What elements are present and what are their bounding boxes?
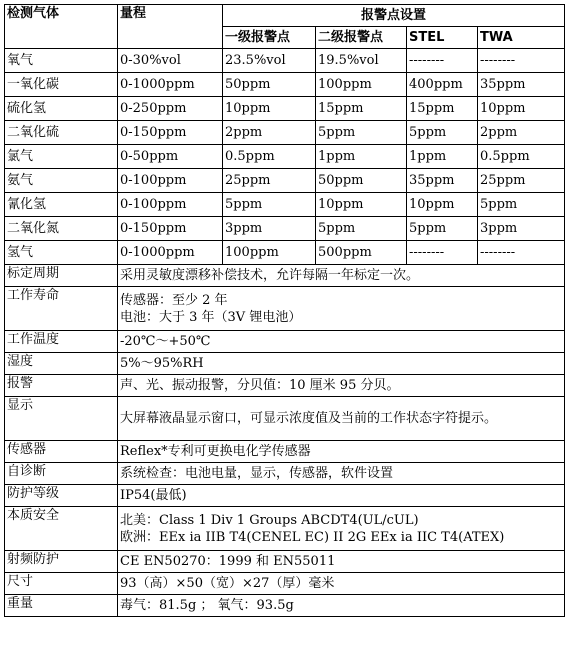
spec-value-line: 系统检查：电池电量，显示，传感器，软件设置 <box>120 466 394 481</box>
spec-value-line: 传感器：至少 2 年 <box>120 292 228 308</box>
spec-label: 传感器 <box>5 441 118 463</box>
gas-row <box>5 193 565 217</box>
gas-range-cell: 0-50ppm <box>118 145 223 169</box>
gas-row <box>5 49 565 73</box>
spec-row <box>5 331 565 353</box>
gas-stel-cell: 1ppm <box>407 145 478 169</box>
spec-label: 工作寿命 <box>5 287 118 331</box>
spec-label: 防护等级 <box>5 485 118 507</box>
gas-range-cell: 0-150ppm <box>118 217 223 241</box>
spec-label: 自诊断 <box>5 463 118 485</box>
gas-stel-cell: 5ppm <box>407 217 478 241</box>
spec-value <box>118 265 565 287</box>
spec-value-line: 北美：Class 1 Div 1 Groups ABCDT4(UL/cUL) <box>120 512 419 528</box>
gas-name-cell: 硫化氢 <box>5 97 118 121</box>
gas-high-cell: 500ppm <box>316 241 407 265</box>
gas-row <box>5 217 565 241</box>
spec-label: 工作温度 <box>5 331 118 353</box>
gas-range-cell: 0-250ppm <box>118 97 223 121</box>
gas-stel-cell: -------- <box>407 49 478 73</box>
spec-row <box>5 375 565 397</box>
gas-detector-spec-table <box>4 4 565 617</box>
spec-label: 尺寸 <box>5 573 118 595</box>
gas-range-cell: 0-1000ppm <box>118 73 223 97</box>
gas-low-cell: 25ppm <box>223 169 316 193</box>
gas-name-cell: 氨气 <box>5 169 118 193</box>
spec-value-line: CE EN50270：1999 和 EN55011 <box>120 554 336 569</box>
spec-row <box>5 485 565 507</box>
gas-low-cell: 10ppm <box>223 97 316 121</box>
spec-value-line: 5%～95%RH <box>120 356 204 371</box>
gas-low-cell: 0.5ppm <box>223 145 316 169</box>
spec-row <box>5 265 565 287</box>
gas-name-cell: 一氧化碳 <box>5 73 118 97</box>
spec-value-line: Reflex*专利可更换电化学传感器 <box>120 444 311 459</box>
spec-value-line: 欧洲：EEx ia IIB T4(CENEL EC) II 2G EEx ia IIC T4(ATEX) <box>120 529 505 545</box>
gas-low-cell: 3ppm <box>223 217 316 241</box>
spec-value <box>118 441 565 463</box>
gas-name-cell: 氧气 <box>5 49 118 73</box>
gas-range-cell: 0-150ppm <box>118 121 223 145</box>
spec-value-line: 声、光、振动报警，分贝值：10 厘米 95 分贝。 <box>120 378 400 393</box>
gas-row <box>5 73 565 97</box>
spec-row <box>5 397 565 441</box>
gas-high-cell: 50ppm <box>316 169 407 193</box>
header-range: 量程 <box>118 5 223 49</box>
gas-stel-cell: 5ppm <box>407 121 478 145</box>
gas-high-cell: 5ppm <box>316 217 407 241</box>
spec-row <box>5 441 565 463</box>
spec-row <box>5 287 565 331</box>
gas-twa-cell: 35ppm <box>478 73 565 97</box>
spec-value-line: IP54(最低) <box>120 488 187 503</box>
gas-high-cell: 15ppm <box>316 97 407 121</box>
gas-row <box>5 121 565 145</box>
gas-twa-cell: 10ppm <box>478 97 565 121</box>
gas-row <box>5 241 565 265</box>
gas-low-cell: 5ppm <box>223 193 316 217</box>
gas-row <box>5 145 565 169</box>
gas-name-cell: 氢气 <box>5 241 118 265</box>
gas-stel-cell: 15ppm <box>407 97 478 121</box>
gas-twa-cell: -------- <box>478 49 565 73</box>
spec-label: 报警 <box>5 375 118 397</box>
spec-value <box>118 485 565 507</box>
gas-twa-cell: 5ppm <box>478 193 565 217</box>
gas-row <box>5 169 565 193</box>
gas-high-cell: 10ppm <box>316 193 407 217</box>
spec-value <box>118 353 565 375</box>
header-alarm-settings: 报警点设置 <box>223 5 565 27</box>
gas-range-cell: 0-30%vol <box>118 49 223 73</box>
spec-row <box>5 353 565 375</box>
spec-value-line: 93（高）×50（宽）×27（厚）毫米 <box>120 576 335 591</box>
gas-name-cell: 氰化氢 <box>5 193 118 217</box>
spec-row <box>5 463 565 485</box>
gas-stel-cell: 400ppm <box>407 73 478 97</box>
gas-twa-cell: 25ppm <box>478 169 565 193</box>
spec-row <box>5 551 565 573</box>
spec-row <box>5 595 565 617</box>
spec-value-line: -20℃～+50℃ <box>120 334 211 349</box>
spec-label: 本质安全 <box>5 507 118 551</box>
gas-high-cell: 1ppm <box>316 145 407 169</box>
gas-range-cell: 0-100ppm <box>118 169 223 193</box>
gas-range-cell: 0-1000ppm <box>118 241 223 265</box>
spec-label: 显示 <box>5 397 118 441</box>
gas-twa-cell: 0.5ppm <box>478 145 565 169</box>
spec-label: 重量 <box>5 595 118 617</box>
spec-row <box>5 573 565 595</box>
spec-value <box>118 375 565 397</box>
spec-value <box>118 397 565 441</box>
header-level1-alarm: 一级报警点 <box>223 27 316 49</box>
gas-high-cell: 19.5%vol <box>316 49 407 73</box>
spec-label: 标定周期 <box>5 265 118 287</box>
gas-twa-cell: 2ppm <box>478 121 565 145</box>
gas-twa-cell: -------- <box>478 241 565 265</box>
gas-low-cell: 23.5%vol <box>223 49 316 73</box>
spec-value <box>118 507 565 551</box>
gas-high-cell: 5ppm <box>316 121 407 145</box>
header-row-1 <box>5 5 565 27</box>
gas-name-cell: 氯气 <box>5 145 118 169</box>
gas-range-cell: 0-100ppm <box>118 193 223 217</box>
gas-name-cell: 二氧化氮 <box>5 217 118 241</box>
gas-low-cell: 2ppm <box>223 121 316 145</box>
spec-value <box>118 287 565 331</box>
gas-row <box>5 97 565 121</box>
gas-stel-cell: 35ppm <box>407 169 478 193</box>
spec-value-line: 大屏幕液晶显示窗口，可显示浓度值及当前的工作状态字符提示。 <box>120 411 498 426</box>
header-gas: 检测气体 <box>5 5 118 49</box>
spec-value <box>118 551 565 573</box>
spec-value-line: 电池：大于 3 年（3V 锂电池） <box>120 309 302 325</box>
spec-value-line: 毒气：81.5g ； 氧气：93.5g <box>120 598 294 613</box>
gas-twa-cell: 3ppm <box>478 217 565 241</box>
gas-high-cell: 100ppm <box>316 73 407 97</box>
spec-value <box>118 463 565 485</box>
header-stel: STEL <box>407 27 478 49</box>
gas-low-cell: 50ppm <box>223 73 316 97</box>
gas-low-cell: 100ppm <box>223 241 316 265</box>
gas-stel-cell: 10ppm <box>407 193 478 217</box>
spec-value <box>118 573 565 595</box>
gas-name-cell: 二氧化硫 <box>5 121 118 145</box>
header-level2-alarm: 二级报警点 <box>316 27 407 49</box>
spec-label: 射频防护 <box>5 551 118 573</box>
spec-label: 湿度 <box>5 353 118 375</box>
spec-value <box>118 331 565 353</box>
spec-value <box>118 595 565 617</box>
spec-value-line: 采用灵敏度漂移补偿技术，允许每隔一年标定一次。 <box>120 268 420 283</box>
gas-stel-cell: -------- <box>407 241 478 265</box>
spec-row <box>5 507 565 551</box>
header-twa: TWA <box>478 27 565 49</box>
